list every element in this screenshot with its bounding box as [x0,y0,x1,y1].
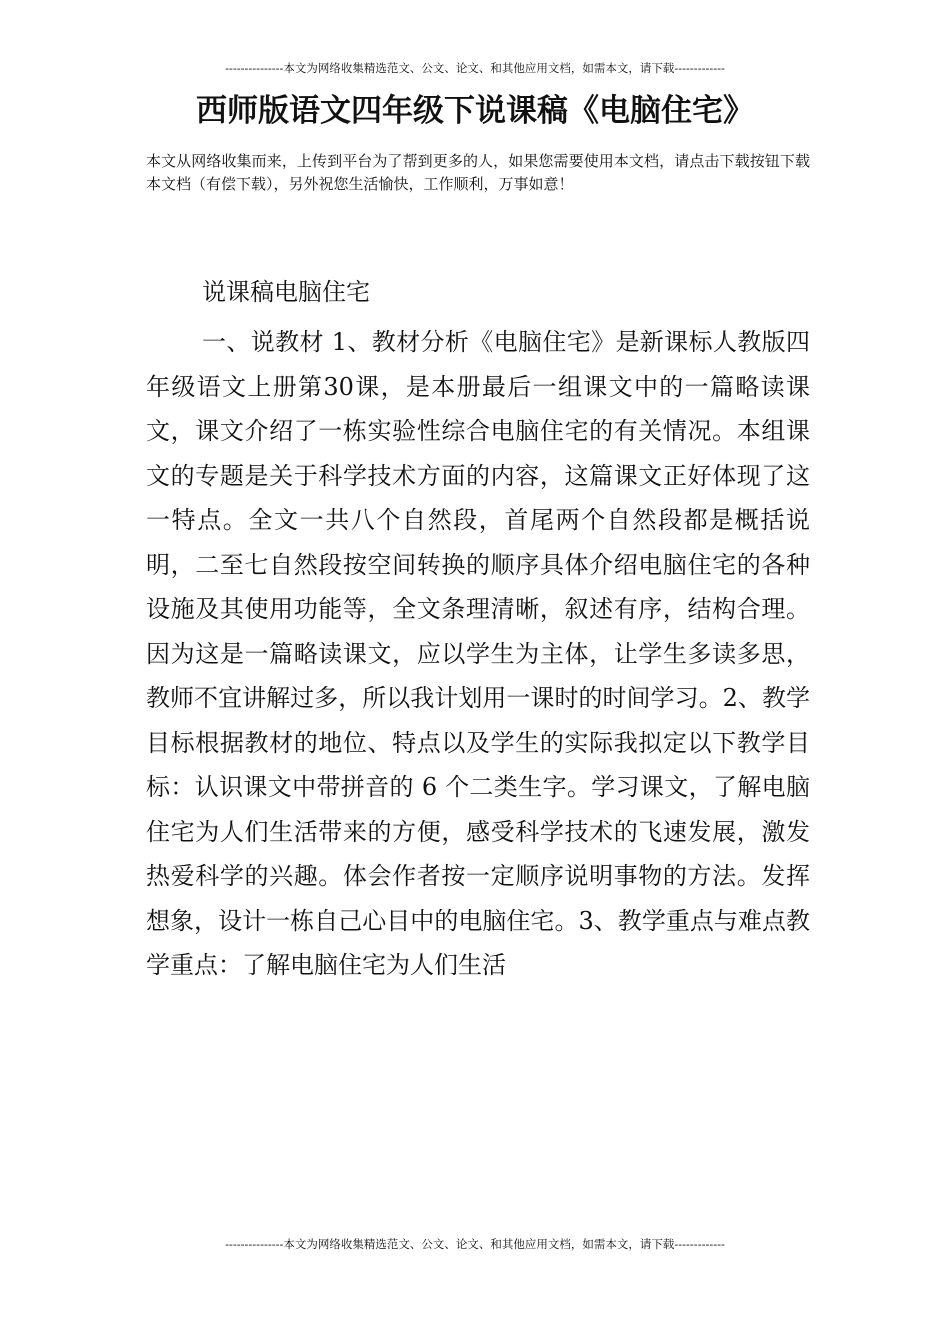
document-title: 西师版语文四年级下说课稿《电脑住宅》 [196,93,754,129]
header-banner: ---------------本文为网络收集精选范文、公文、论文、和其他应用文档，如需本文，请下载------------- [225,61,725,75]
footer-banner: ---------------本文为网络收集精选范文、公文、论文、和其他应用文档，如需本文，请下载------------- [225,1237,725,1251]
section-subheading: 说课稿电脑住宅 [202,278,370,306]
body-paragraph: 一、说教材 1、教材分析《电脑住宅》是新课标人教版四年级语文上册第30课，是本册最后一组课文中的一篇略读课文，课文介绍了一栋实验性综合电脑住宅的有关情况。本组课文的专题是关于科学技术方面的内容，这篇课文正好体现了这一特点。全文一共八个自然段，首尾两个自然段都是概括说明，二至七自然段按空间转换的顺序具体介绍电脑住宅的各种设施及其使用功能等，全文条理清晰，叙述有序，结构合理。因为这是一篇略读课文，应以学生为主体，让学生多读多思，教师不宜讲解过多，所以我计划用一课时的时间学习。2、教学目标根据教材的地位、特点以及学生的实际我拟定以下教学目标：认识课文中带拼音的 6 个二类生字。学习课文，了解电脑住宅为人们生活带来的方便，感受科学技术的飞速发展，激发热爱科学的兴趣。体会作者按一定顺序说明事物的方法。发挥想象，设计一栋自己心目中的电脑住宅。3、教学重点与难点教学重点：了解电脑住宅为人们生活 [146,328,810,979]
intro-paragraph: 本文从网络收集而来，上传到平台为了帮到更多的人，如果您需要使用本文档，请点击下载按钮下载本文档（有偿下载），另外祝您生活愉快，工作顺利，万事如意！ [146,152,810,193]
